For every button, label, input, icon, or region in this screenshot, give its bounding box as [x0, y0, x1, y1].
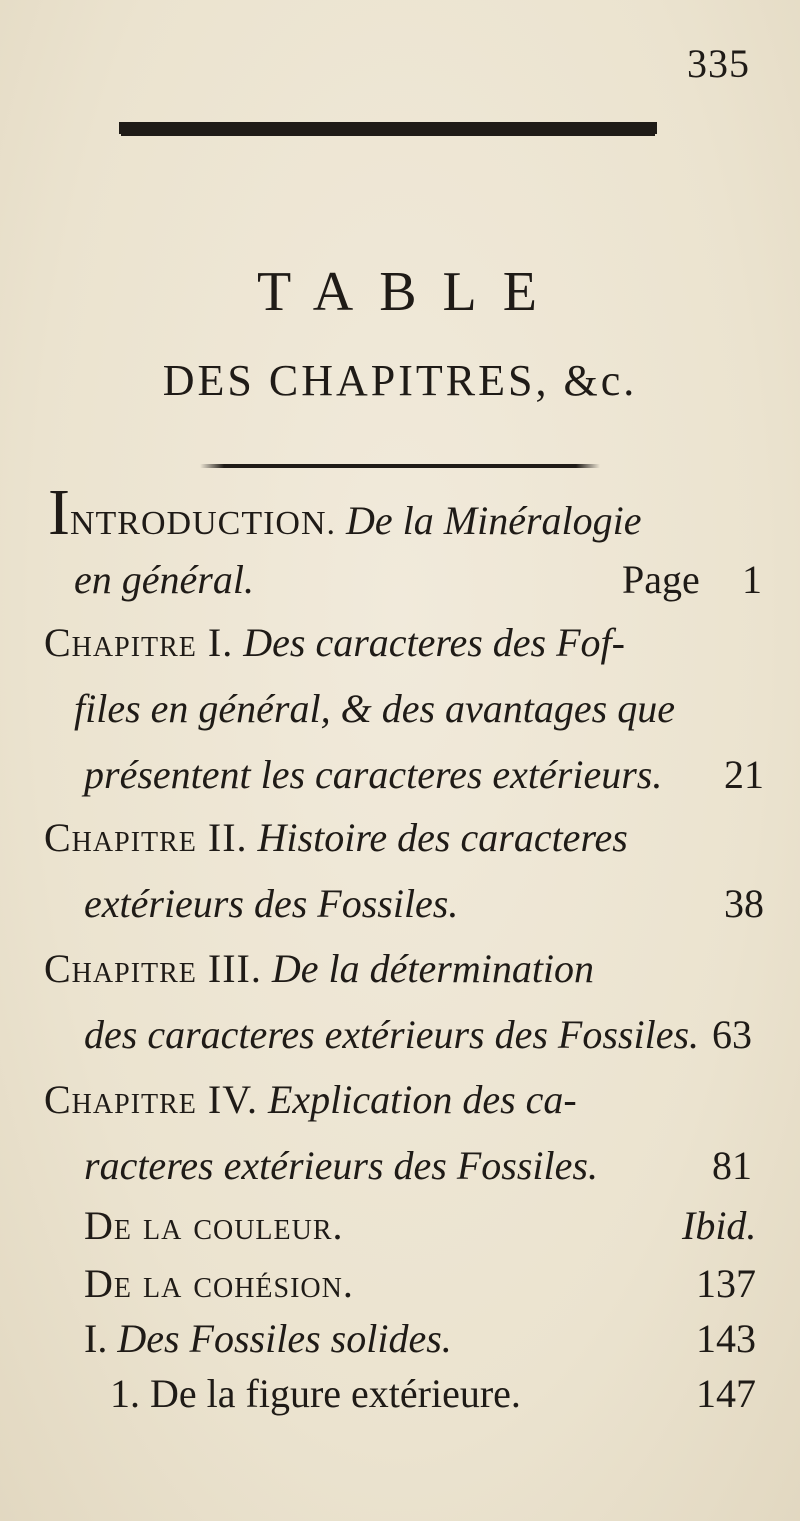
entry-title: De la Minéralogie: [346, 498, 642, 543]
entry-label: Chapitre II.: [44, 815, 248, 860]
entry-page: 63: [712, 1012, 752, 1057]
entry-page: 147: [696, 1371, 756, 1416]
entry-title: De la figure extérieure.: [150, 1371, 521, 1416]
toc-entry-couleur[interactable]: De la couleur.: [84, 1203, 344, 1248]
page-subtitle: DES CHAPITRES, &c.: [162, 356, 638, 405]
entry-title: Explication des ca-: [267, 1077, 577, 1122]
toc-entry-fossiles-solides[interactable]: [84, 1316, 452, 1361]
entry-label: Chapitre I.: [44, 620, 234, 665]
toc-entry-chapitre-1[interactable]: [44, 620, 625, 665]
entry-page: 81: [712, 1143, 752, 1188]
entry-title-continued: présentent les caracteres extérieurs.: [84, 752, 663, 797]
entry-page: 143: [696, 1316, 756, 1361]
toc-entry-introduction[interactable]: [48, 476, 642, 549]
page-title: TABLE: [257, 261, 563, 323]
entry-title: Histoire des caracteres: [257, 815, 628, 860]
entry-title: Des Fossiles solides.: [117, 1316, 452, 1361]
entry-title: Des caracteres des Fof-: [243, 620, 625, 665]
toc-entry-chapitre-3[interactable]: [44, 946, 595, 991]
page-number: 335: [687, 41, 750, 86]
entry-label: I.: [84, 1316, 108, 1361]
entry-label: NTRODUCTION.: [69, 505, 337, 542]
entry-label: 1.: [110, 1371, 140, 1416]
toc-entry-chapitre-2[interactable]: [44, 815, 628, 860]
toc-entry-cohesion[interactable]: De la cohésion.: [84, 1261, 354, 1306]
entry-title-continued: en général.: [74, 557, 254, 602]
entry-title: De la détermination: [271, 946, 595, 991]
toc-entry-figure-exterieure[interactable]: [110, 1371, 521, 1416]
entry-label: Chapitre IV.: [44, 1077, 258, 1122]
page-label: Page: [622, 557, 700, 602]
entry-title-continued: des caracteres extérieurs des Fossiles.: [84, 1012, 700, 1057]
entry-page: 137: [696, 1261, 756, 1306]
drop-cap: I: [48, 476, 70, 549]
entry-page: Ibid.: [682, 1203, 757, 1248]
entry-title-continued: extérieurs des Fossiles.: [84, 881, 459, 926]
entry-label: Chapitre III.: [44, 946, 262, 991]
entry-page: 38: [724, 881, 764, 926]
entry-page: 1: [742, 557, 762, 602]
toc-entry-chapitre-4[interactable]: [44, 1077, 577, 1122]
entry-page: 21: [724, 752, 764, 797]
entry-title-continued: files en général, & des avantages que: [74, 686, 675, 731]
entry-title-continued: racteres extérieurs des Fossiles.: [84, 1143, 598, 1188]
